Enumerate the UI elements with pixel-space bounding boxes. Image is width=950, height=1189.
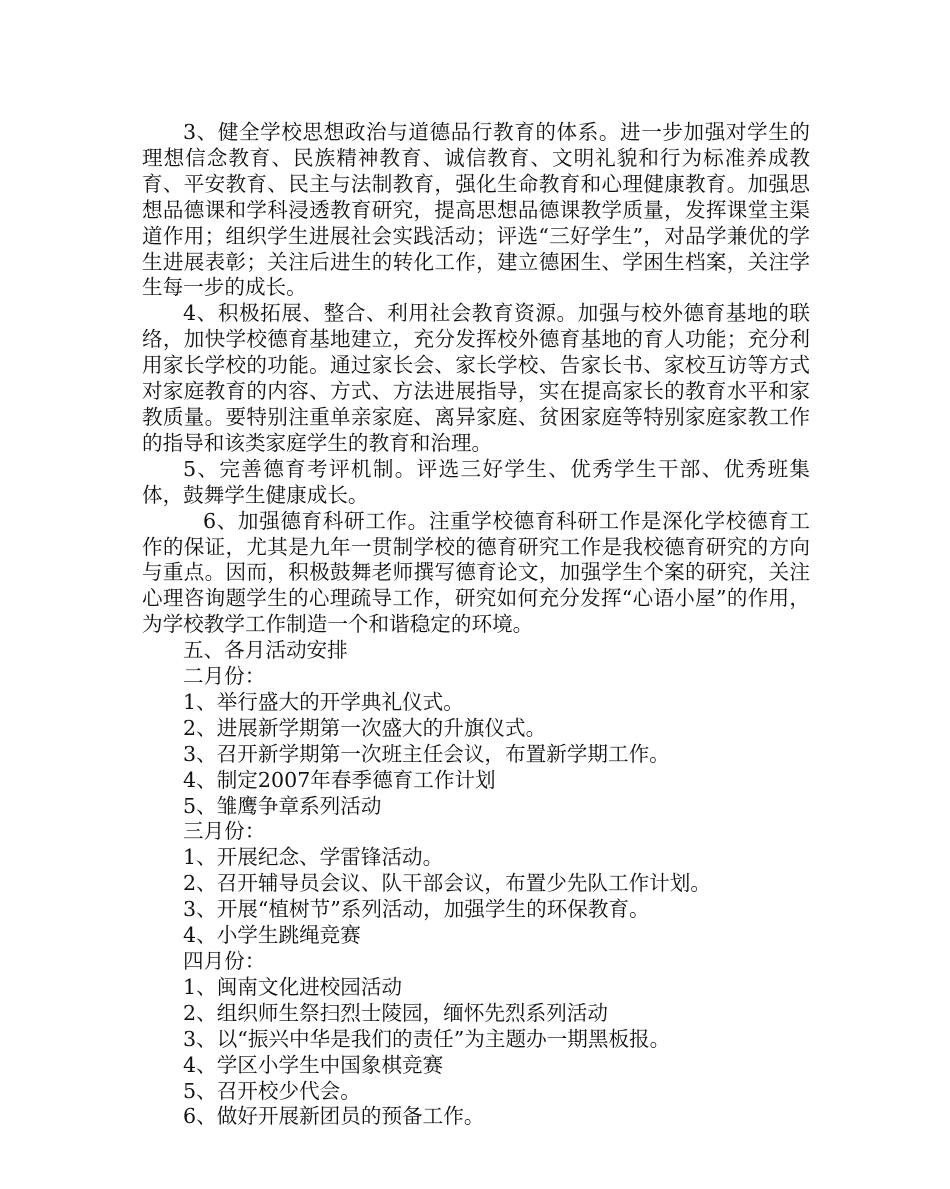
month-march [142, 819, 810, 949]
month-label: 三月份： [183, 819, 266, 844]
paragraph-3: 3、健全学校思想政治与道德品行教育的体系。进一步加强对学生的理想信念教育、民族精神教育、诚信教育、文明礼貌和行为标准养成教育、平安教育、民主与法制教育，强化生命教育和心理健康教育。加强思想品德课和学科浸透教育研究，提高思想品德课教学质量，发挥课堂主渠道作用；组织学生进展社会实践活动；评选“三好学生”，对品学兼优的学生进展表彰；关注后进生的转化工作，建立德困生、学困生档案，关注学生每一步的成长。 [142, 120, 810, 300]
paragraph-5: 5、完善德育考评机制。评选三好学生、优秀学生干部、优秀班集体，鼓舞学生健康成长。 [142, 456, 810, 507]
list-item: 4、学区小学生中国象棋竞赛 [183, 1052, 444, 1077]
list-item: 3、以“振兴中华是我们的责任”为主题办一期黑板报。 [183, 1026, 671, 1051]
document-body [142, 120, 810, 1130]
list-item: 3、开展“植树节”系列活动，加强学生的环保教育。 [183, 897, 650, 922]
paragraph-6: 6、加强德育科研工作。注重学校德育科研工作是深化学校德育工作的保证，尤其是九年一贯制学校的德育研究工作是我校德育研究的方向与重点。因而，积极鼓舞老师撰写德育论文，加强学生个案的研究，关注心理咨询题学生的心理疏导工作，研究如何充分发挥“心语小屋”的作用，为学校教学工作制造一个和谐稳定的环境。 [142, 508, 810, 637]
list-item: 6、做好开展新团员的预备工作。 [183, 1104, 485, 1129]
list-item: 4、小学生跳绳竞赛 [183, 923, 361, 948]
list-item: 5、召开校少代会。 [183, 1078, 361, 1103]
list-item: 5、雏鹰争章系列活动 [183, 793, 382, 818]
list-item: 1、举行盛大的开学典礼仪式。 [183, 689, 464, 714]
month-february [142, 664, 810, 819]
list-item: 2、进展新学期第一次盛大的升旗仪式。 [183, 715, 547, 740]
section-title: 五、各月活动安排 [183, 638, 348, 663]
list-item: 2、组织师生祭扫烈士陵园，缅怀先烈系列活动 [183, 1000, 608, 1025]
month-label: 二月份： [183, 664, 266, 689]
month-april [142, 949, 810, 1130]
list-item: 3、召开新学期第一次班主任会议，布置新学期工作。 [183, 741, 670, 766]
list-item: 2、召开辅导员会议、队干部会议，布置少先队工作计划。 [183, 871, 711, 896]
list-item: 4、制定2007年春季德育工作计划 [183, 767, 496, 792]
paragraph-4: 4、积极拓展、整合、利用社会教育资源。加强与校外德育基地的联络，加快学校德育基地建立，充分发挥校外德育基地的育人功能；充分利用家长学校的功能。通过家长会、家长学校、告家长书、家校互访等方式对家庭教育的内容、方式、方法进展指导，实在提高家长的教育水平和家教质量。要特别注重单亲家庭、离异家庭、贫困家庭等特别家庭家教工作的指导和该类家庭学生的教育和治理。 [142, 301, 810, 455]
list-item: 1、开展纪念、学雷锋活动。 [183, 845, 444, 870]
list-item: 1、闽南文化进校园活动 [183, 974, 403, 999]
month-label: 四月份： [183, 949, 266, 973]
